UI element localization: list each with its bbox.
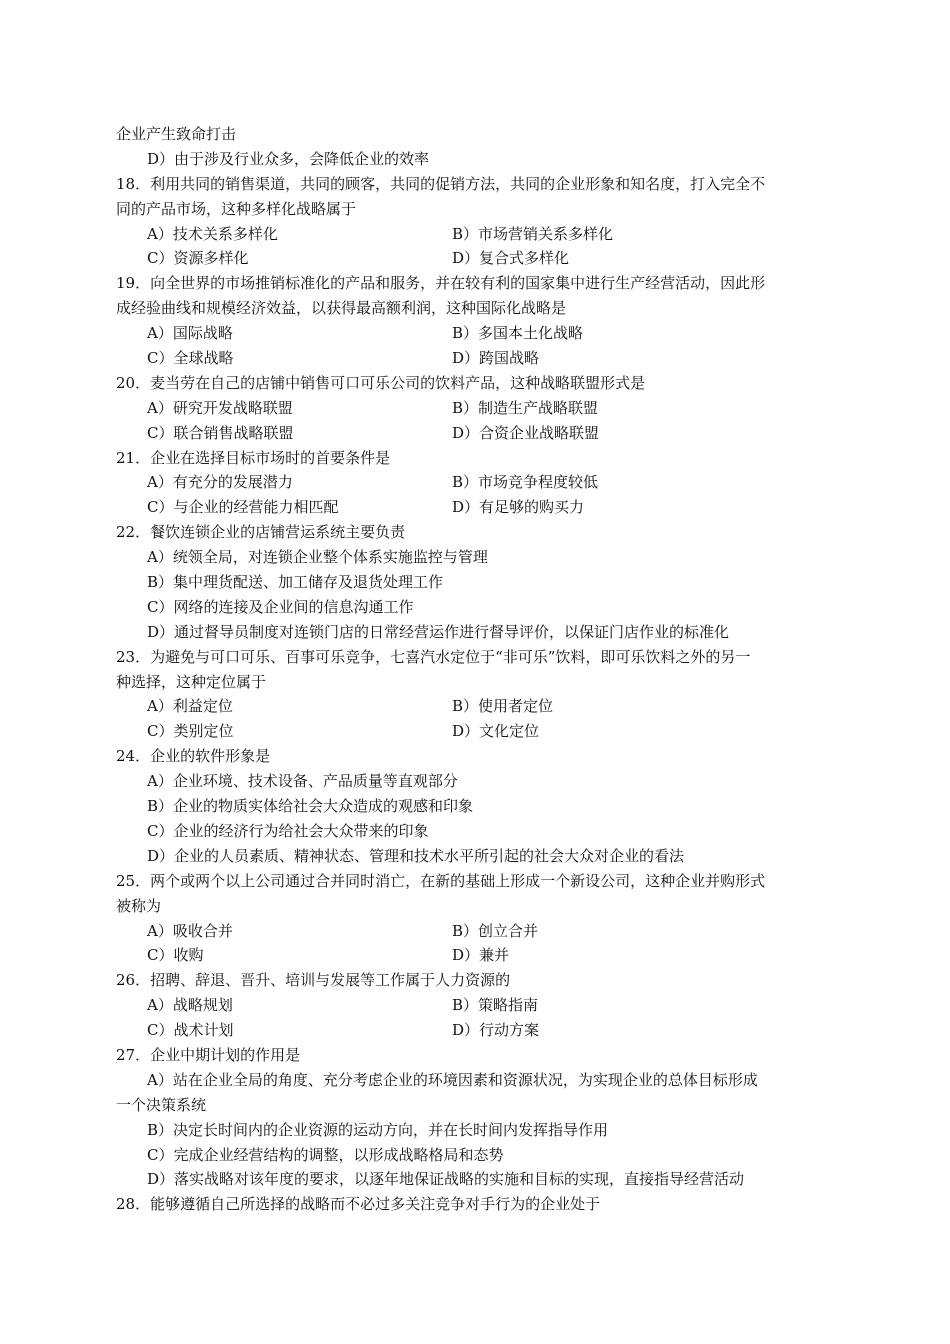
question-stem: 25．两个或两个以上公司通过合并同时消亡，在新的基础上形成一个新设公司，这种企业并购形式 (116, 871, 766, 890)
question-stem: 21．企业在选择目标市场时的首要条件是 (116, 448, 391, 467)
option-row (116, 246, 838, 271)
option-row (116, 694, 838, 719)
question-stem: 20．麦当劳在自己的店铺中销售可口可乐公司的饮料产品，这种战略联盟形式是 (116, 373, 646, 392)
option-row (116, 222, 838, 247)
question-block (116, 446, 838, 521)
question-block (116, 271, 838, 371)
question-stem: 18．利用共同的销售渠道，共同的顾客，共同的促销方法，共同的企业形象和知名度，打入完全不 (116, 174, 766, 193)
continued-text: 企业产生致命打击 (116, 125, 237, 143)
question-stem: 24．企业的软件形象是 (116, 747, 271, 766)
option-text: D）复合式多样化 (452, 249, 570, 268)
option-text: B）市场竞争程度较低 (452, 473, 599, 492)
option-text: D）兼并 (452, 946, 510, 965)
option-text: B）策略指南 (452, 996, 539, 1015)
option-text: A）战略规划 (147, 996, 233, 1015)
option-text: A）国际战略 (147, 324, 233, 343)
question-stem: 成经验曲线和规模经济效益，以获得最高额利润，这种国际化战略是 (116, 299, 567, 318)
question-stem: 23．为避免与可口可乐、百事可乐竞争，七喜汽水定位于“非可乐”饮料，即可乐饮料之外的另一 (116, 647, 751, 666)
question-stem: 26．招聘、辞退、晋升、培训与发展等工作属于人力资源的 (116, 971, 511, 990)
option-text: A）站在企业全局的角度、充分考虑企业的环境因素和资源状况，为实现企业的总体目标形成 (147, 1070, 758, 1089)
option-text: A）吸收合并 (147, 921, 233, 940)
option-text: D）通过督导员制度对连锁门店的日常经营运作进行督导评价，以保证门店作业的标准化 (147, 622, 730, 641)
option-text: C）类别定位 (147, 722, 234, 741)
option-text: B）使用者定位 (452, 697, 554, 716)
option-row (116, 993, 838, 1018)
question-stem: 种选择，这种定位属于 (116, 672, 267, 691)
option-text: C）收购 (147, 946, 204, 965)
option-text: A）有充分的发展潜力 (147, 473, 293, 492)
option-row (116, 470, 838, 495)
option-row (116, 719, 838, 744)
question-stem: 27．企业中期计划的作用是 (116, 1045, 301, 1064)
option-text: C）完成企业经营结构的调整，以形成战略格局和态势 (147, 1145, 504, 1164)
option-text: C）企业的经济行为给社会大众带来的印象 (147, 821, 429, 840)
option-row (116, 919, 838, 944)
option-text: B）集中理货配送、加工储存及退货处理工作 (147, 573, 444, 592)
question-stem: 同的产品市场，这种多样化战略属于 (116, 199, 357, 218)
option-text: D）落实战略对该年度的要求，以逐年地保证战略的实施和目标的实现，直接指导经营活动 (147, 1170, 745, 1189)
option-row (116, 943, 838, 968)
option-text: D）由于涉及行业众多，会降低企业的效率 (147, 149, 430, 168)
option-row (116, 495, 838, 520)
question-block (116, 744, 838, 868)
option-text: B）决定长时间内的企业资源的运动方向，并在长时间内发挥指导作用 (147, 1120, 609, 1139)
question-block (116, 869, 838, 969)
question-block (116, 1192, 838, 1217)
option-text: C）资源多样化 (147, 249, 249, 268)
question-block (116, 520, 838, 644)
option-text: A）技术关系多样化 (147, 224, 278, 243)
option-text: C）战术计划 (147, 1021, 234, 1040)
option-text: C）联合销售战略联盟 (147, 423, 294, 442)
option-text: D）跨国战略 (452, 349, 540, 368)
exam-page (116, 122, 838, 1217)
option-text: C）全球战略 (147, 349, 234, 368)
question-block (116, 645, 838, 745)
question-block (116, 172, 838, 272)
option-text: B）市场营销关系多样化 (452, 224, 614, 243)
question-block (116, 1043, 838, 1192)
option-text-continued: 一个决策系统 (116, 1095, 207, 1114)
option-text: D）合资企业战略联盟 (452, 423, 600, 442)
option-text: C）网络的连接及企业间的信息沟通工作 (147, 597, 414, 616)
option-text: D）文化定位 (452, 722, 540, 741)
option-row (116, 346, 838, 371)
option-text: D）行动方案 (452, 1021, 540, 1040)
question-stem: 19．向全世界的市场推销标准化的产品和服务，并在较有利的国家集中进行生产经营活动，因此形 (116, 274, 766, 293)
question-block (116, 968, 838, 1043)
question-stem: 22．餐饮连锁企业的店铺营运系统主要负责 (116, 523, 406, 542)
option-text: B）多国本土化战略 (452, 324, 584, 343)
question-stem: 被称为 (116, 896, 162, 915)
option-row (116, 321, 838, 346)
question-list (116, 172, 838, 1217)
option-text: B）企业的物质实体给社会大众造成的观感和印象 (147, 797, 474, 816)
question-stem: 28．能够遵循自己所选择的战略而不必过多关注竞争对手行为的企业处于 (116, 1195, 601, 1214)
option-text: C）与企业的经营能力相匹配 (147, 498, 339, 517)
question-block (116, 371, 838, 446)
option-text: A）统领全局，对连锁企业整个体系实施监控与管理 (147, 548, 488, 567)
option-text: B）制造生产战略联盟 (452, 398, 599, 417)
option-text: D）企业的人员素质、精神状态、管理和技术水平所引起的社会大众对企业的看法 (147, 846, 685, 865)
option-row (116, 396, 838, 421)
option-text: B）创立合并 (452, 921, 539, 940)
option-row (116, 1018, 838, 1043)
option-text: A）利益定位 (147, 697, 233, 716)
option-text: D）有足够的购买力 (452, 498, 585, 517)
option-text: A）研究开发战略联盟 (147, 398, 293, 417)
option-row (116, 421, 838, 446)
option-text: A）企业环境、技术设备、产品质量等直观部分 (147, 772, 458, 791)
